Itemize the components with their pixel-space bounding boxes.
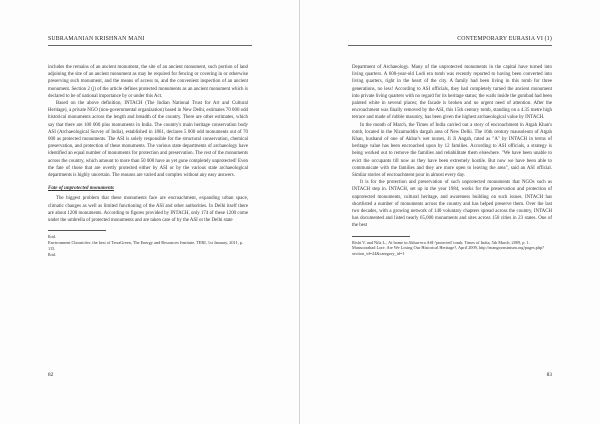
text-column bbox=[48, 64, 248, 257]
header-rule bbox=[348, 45, 552, 46]
footnote: Rishi V. and Nila L., At home in Akbar-era ASI-'protected' tomb, Times of India, 5th March, 2009, p. 1. bbox=[352, 239, 530, 245]
paragraph: Department of Archaeology. Many of the unprotected monuments in the capital have turned into living quarters. A 600-year-old Lodi era tomb was recently reported to having been converted into living quarters, right in the heart of the city. A family had been living in this tomb for three generations, no less! According to ASI officials, they had completely turned the ancient monument into private living quarters with no regard for its heritage status; the walls inside the gumbad had been painted white in several places; the facade is broken and no urgent need of attention. After the encroachment was finally removed by the ASI, this 15th century tomb, standing on a 4.35 metre high terrace and made of rubble masonry, has been given the highest archaeological value by INTACH. bbox=[352, 65, 552, 121]
running-head: CONTEMPORARY EURASIA VI (1) bbox=[457, 36, 552, 42]
page-number: 82 bbox=[48, 372, 54, 378]
section-heading: Fate of unprotected monuments bbox=[48, 186, 114, 192]
page-number: 83 bbox=[546, 372, 552, 378]
footnote: Environment Chronicles: the best of TerraGreen, The Energy and Resources Institute, TERI, 1st January, 2011, p. 115. bbox=[48, 240, 244, 251]
footnote: Ibid. bbox=[48, 251, 56, 257]
footnote: Ibid. bbox=[48, 234, 56, 240]
header-rule bbox=[48, 45, 252, 46]
paragraph: includes the remains of an ancient monument, the site of an ancient monument, such portion of land adjoining the site of an ancient monument as may be required for fencing or covering in or otherwise preserving such monument, and the means of access to, and the convenient inspection of an ancient monument. Section 2 (j) of the article defines protected monuments as an ancient monument which is declared to be of national importance by or under this Act. bbox=[48, 65, 248, 99]
running-head: SUBRAMANIAN KRISHNAN MANI bbox=[48, 36, 145, 42]
paragraph: The biggest problem that these monuments face are encroachment, expanding urban space, climatic changes as well as limited functioning of the ASI and other authorities. In Delhi itself there are about 1200 monuments. According to figures provided by INTACH, only 174 of these 1200 come under the umbrella of protected monuments and are taken care of by the ASI or the Delhi state bbox=[48, 196, 248, 224]
paragraph: Based on the above definition, INTACH (The Indian National Trust for Art and Cultural Heritage), a private NGO (non-governmental organization) based in New Delhi, estimates 70 000 odd historical monuments across the length and breadth of the country. There are other estimates, which say that there are 100 000 plus monuments in India. The country's main heritage conservation body ASI (Archaeological Survey of India), established in 1861, declares 5 000 odd monuments out of 70 000 as protected monuments. The ASI is solely responsible for the structural conservation, chemical preservation, and protection of these monuments. The various state departments of archaeology have identified an equal number of monuments for protection and preservation. The rest of the monuments across the country, which amount to more than 50 000 have as yet gone completely unprotected! Even the fate of those that are overtly protected either by ASI or by the various state archaeological departments is highly uncertain. The reasons are varied and complex without any easy answers. bbox=[48, 101, 249, 179]
footnote: Mansoorabad Lore. Are We Losing Our Historical Heritage?, April 2009, http://mangoonsinium.org/pages.php?section_id=24&category_id=1 bbox=[352, 245, 544, 257]
paragraph: It is for the protection and preservation of such unprotected monuments that NGOs such as INTACH step in. INTACH, set up in the year 1984, works for the preservation and protection of unprotected monuments, cultural heritage, and awareness building on such issues. INTACH has shortlisted a number of monuments across the country and has helped preserve them. Over the last two decades, with a growing network of 140 voluntary chapters spread across the country, INTACH has documented and listed nearly 65,000 monuments and sites across 150 cities in 23 states. One of the best bbox=[352, 180, 552, 229]
paragraph: In the month of March, the Times of India carried out a story of encroachment in Atgah Khan's tomb, located in the Nizamuddin dargah area of New Delhi. The 16th century mausoleum of Atgah Khan, husband of one of Akbar's wet nurses, Ji Ji Angah, rated as "A" by INTACH in terms of heritage value has been encroached upon by 12 families. According to ASI officials, a strategy is being worked out to remove the families and rehabilitate them elsewhere. "We have been unable to evict the occupants till now as they have been extremely hostile. But now we have been able to communicate with the families and they are more open to leaving the area", said an ASI official. Similar stories of encroachment pour in almost every day. bbox=[352, 122, 552, 179]
right-page bbox=[300, 0, 600, 424]
footnote-rule bbox=[352, 236, 410, 237]
footnote-rule bbox=[48, 230, 106, 231]
text-column bbox=[352, 64, 552, 257]
